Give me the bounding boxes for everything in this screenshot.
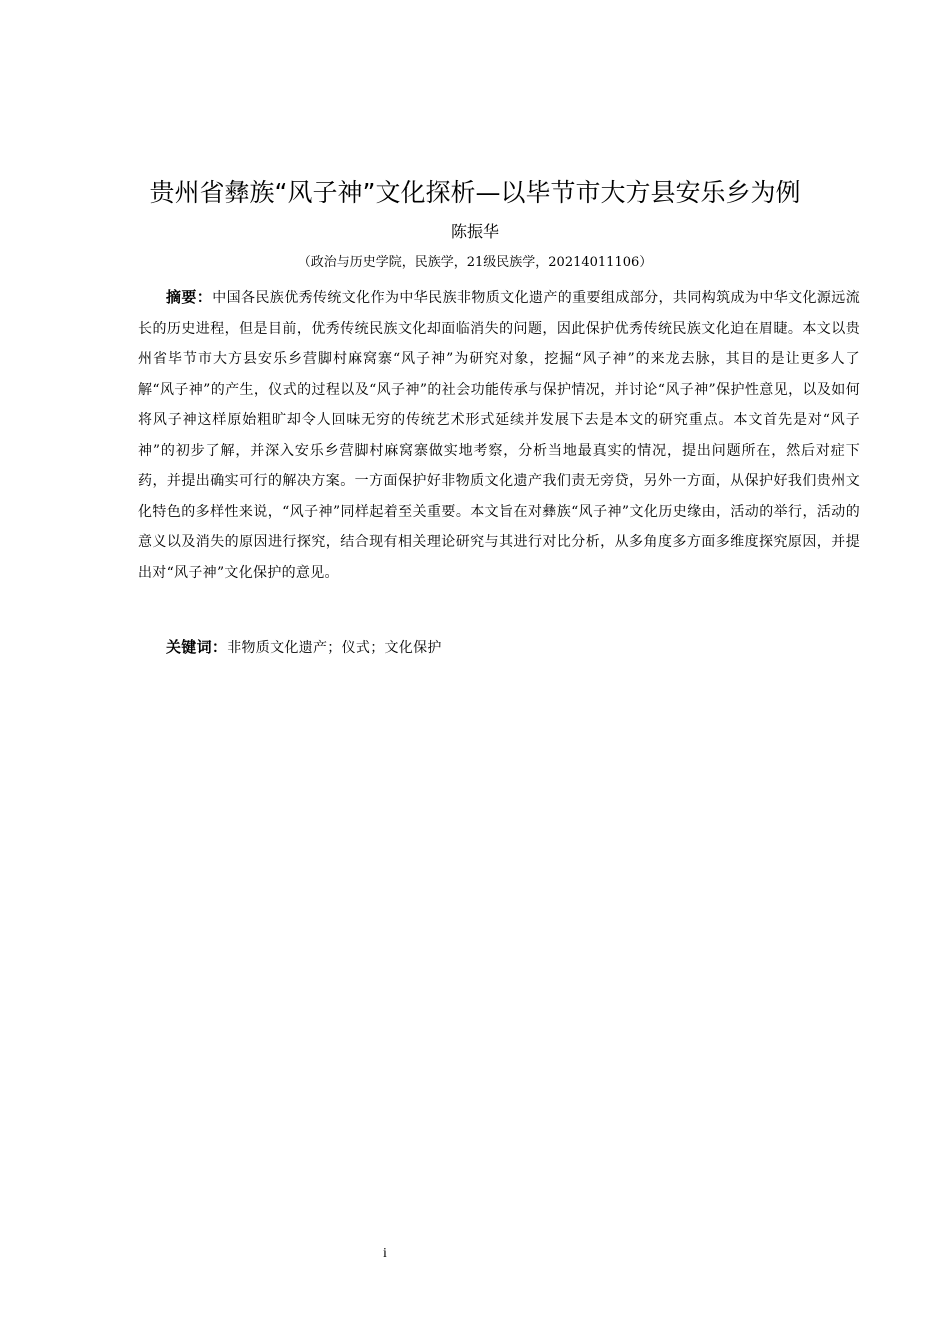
abstract-paragraph [138,282,860,588]
page-number: i [383,1246,387,1261]
keywords-label: 关键词： [166,638,228,656]
abstract-text: 中国各民族优秀传统文化作为中华民族非物质文化遗产的重要组成部分，共同构筑成为中华文化源远流长的历史进程，但是目前，优秀传统民族文化却面临消失的问题，因此保护优秀传统民族文化迫在眉睫。本文以贵州省毕节市大方县安乐乡营脚村麻窝寨“风子神”为研究对象，挖掘“风子神”的来龙去脉，其目的是让更多人了解“风子神”的产生，仪式的过程以及“风子神”的社会功能传承与保护情况，并讨论“风子神”保护性意见，以及如何将风子神这样原始粗旷却令人回味无穷的传统艺术形式延续并发展下去是本文的研究重点。本文首先是对“风子神”的初步了解，并深入安乐乡营脚村麻窝寨做实地考察，分析当地最真实的情况，提出问题所在，然后对症下药，并提出确实可行的解决方案。一方面保护好非物质文化遗产我们责无旁贷，另外一方面，从保护好我们贵州文化特色的多样性来说，“风子神”同样起着至关重要。本文旨在对彝族“风子神”文化历史缘由，活动的举行，活动的意义以及消失的原因进行探究，结合现有相关理论研究与其进行对比分析，从多角度多方面多维度探究原因，并提出对“风子神”文化保护的意见。 [138,290,861,581]
keywords-paragraph [138,632,860,663]
paper-title: 贵州省彝族“风子神”文化探析—以毕节市大方县安乐乡为例 [149,178,801,207]
author-affiliation: （政治与历史学院，民族学，21级民族学，20214011106） [297,255,653,270]
author-name: 陈振华 [450,222,499,241]
abstract-label: 摘要： [166,288,213,306]
keywords-text: 非物质文化遗产；仪式；文化保护 [227,640,442,656]
